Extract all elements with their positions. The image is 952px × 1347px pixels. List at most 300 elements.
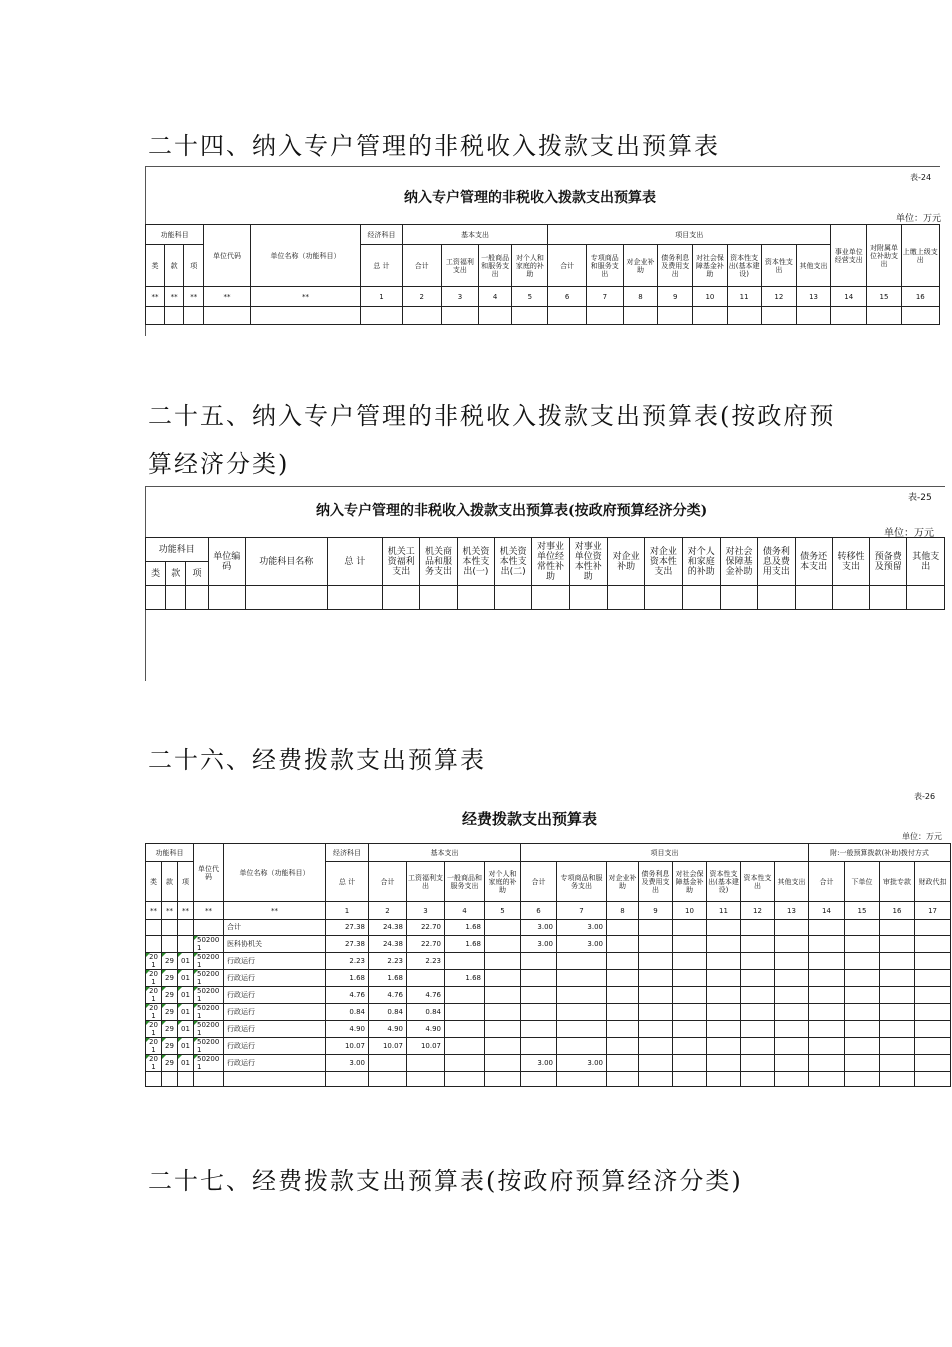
t25-col-header: 转移性支出 <box>832 538 869 586</box>
t26-num: 3 <box>407 902 445 920</box>
t24-code-header: 单位代码 <box>204 225 250 287</box>
t26-kuan-header: 款 <box>162 862 178 902</box>
row-value <box>639 1054 673 1071</box>
row-value <box>880 1054 915 1071</box>
t26-total-header: 总 计 <box>326 862 369 902</box>
t26-star: ** <box>162 902 178 920</box>
t25-code-header: 单位编码 <box>208 538 245 586</box>
t24-star: ** <box>250 287 361 307</box>
row-name: 行政运行 <box>224 1037 326 1054</box>
row-value <box>521 969 557 986</box>
t24-econ-header: 经济科目 <box>361 225 402 245</box>
row-value <box>673 1003 707 1020</box>
t26-num: 16 <box>880 902 915 920</box>
t26-star: ** <box>224 902 326 920</box>
t24-col-header: 对企业补助 <box>623 245 657 287</box>
row-value <box>741 969 775 986</box>
row-value: 3.00 <box>326 1054 369 1071</box>
row-value <box>485 1037 521 1054</box>
t24-func-header: 功能科目 <box>146 225 204 245</box>
t25-col-header: 对社会保障基金补助 <box>720 538 757 586</box>
t26-basic-header: 基本支出 <box>369 844 521 862</box>
row-value: 2.23 <box>407 952 445 969</box>
row-value <box>845 1020 880 1037</box>
t24-col-header: 债务利息及费用支出 <box>658 245 693 287</box>
t25-empty-row <box>146 586 945 610</box>
row-value: 1.68 <box>445 920 485 936</box>
row-lei <box>146 935 162 952</box>
t24-star: ** <box>146 287 165 307</box>
table-row <box>146 952 951 969</box>
t24-num: 15 <box>867 287 901 307</box>
row-value: 4.76 <box>407 986 445 1003</box>
row-lei: 201 <box>146 1054 162 1071</box>
row-xiang <box>178 920 194 936</box>
t26-num: 2 <box>369 902 407 920</box>
t24-star: ** <box>184 287 204 307</box>
row-lei <box>146 920 162 936</box>
t26-econ-header: 经济科目 <box>326 844 369 862</box>
t24-total-header: 总 计 <box>361 245 402 287</box>
t25-col-header: 债务利息及费用支出 <box>758 538 795 586</box>
row-xiang: 01 <box>178 1003 194 1020</box>
t24-col-header: 一般商品和服务支出 <box>479 245 512 287</box>
row-value <box>521 1020 557 1037</box>
t24-col-header: 事业单位经营支出 <box>831 225 867 287</box>
t24-num: 13 <box>796 287 830 307</box>
row-value: 22.70 <box>407 935 445 952</box>
row-value <box>915 1054 951 1071</box>
row-value <box>880 969 915 986</box>
row-value <box>915 920 951 936</box>
row-value: 1.68 <box>445 969 485 986</box>
row-value <box>707 969 741 986</box>
row-value <box>673 935 707 952</box>
section-25-heading-line2: 算经济分类) <box>148 450 290 478</box>
row-lei: 201 <box>146 1003 162 1020</box>
row-xiang: 01 <box>178 952 194 969</box>
row-value <box>639 1037 673 1054</box>
section-26-heading: 二十六、经费拨款支出预算表 <box>148 746 486 774</box>
row-value: 1.68 <box>369 969 407 986</box>
row-value <box>485 952 521 969</box>
row-value <box>915 1037 951 1054</box>
row-value <box>673 986 707 1003</box>
row-value <box>741 1003 775 1020</box>
t25-col-header: 债务还本支出 <box>795 538 832 586</box>
t26-code-header: 单位代码 <box>194 844 224 902</box>
row-name: 行政运行 <box>224 952 326 969</box>
row-value <box>673 969 707 986</box>
t24-num: 8 <box>623 287 657 307</box>
t26-pay-header: 附:一般预算拨款(补助)拨付方式 <box>809 844 951 862</box>
row-value <box>607 986 639 1003</box>
row-code <box>194 920 224 936</box>
row-value <box>445 1020 485 1037</box>
row-value <box>607 969 639 986</box>
t26-num: 12 <box>741 902 775 920</box>
row-value: 4.76 <box>369 986 407 1003</box>
row-kuan: 29 <box>162 1054 178 1071</box>
row-value <box>915 969 951 986</box>
t26-lei-header: 类 <box>146 862 162 902</box>
row-kuan <box>162 935 178 952</box>
row-value <box>741 920 775 936</box>
t26-func-header: 功能科目 <box>146 844 194 862</box>
t24-num: 3 <box>441 287 478 307</box>
row-value <box>707 920 741 936</box>
t25-col-header: 对个人和家庭的补助 <box>682 538 720 586</box>
row-value <box>673 1037 707 1054</box>
t24-col-header: 合计 <box>402 245 441 287</box>
t24-star: ** <box>165 287 184 307</box>
row-xiang: 01 <box>178 986 194 1003</box>
row-name: 合计 <box>224 920 326 936</box>
t24-col-header: 上缴上级支出 <box>901 225 939 287</box>
row-value <box>809 1020 845 1037</box>
t26-num: 17 <box>915 902 951 920</box>
row-code: 502001 <box>194 935 224 952</box>
t26-col-header: 资本性支出(基本建设) <box>707 862 741 902</box>
row-value: 4.90 <box>369 1020 407 1037</box>
t25-xiang-header: 项 <box>186 562 208 586</box>
row-value <box>845 920 880 936</box>
row-value: 3.00 <box>557 935 607 952</box>
row-xiang: 01 <box>178 1020 194 1037</box>
t24-col-header: 其他支出 <box>796 245 830 287</box>
row-value <box>809 969 845 986</box>
row-value <box>741 1020 775 1037</box>
t25-col-header: 预备费及预留 <box>870 538 907 586</box>
t25-col-header: 机关工资福利支出 <box>383 538 420 586</box>
row-value <box>775 1054 809 1071</box>
row-value <box>845 935 880 952</box>
table-24 <box>145 224 940 325</box>
row-name: 行政运行 <box>224 1054 326 1071</box>
row-value <box>809 920 845 936</box>
t24-empty-row <box>146 307 940 325</box>
row-value <box>775 952 809 969</box>
row-value: 3.00 <box>521 1054 557 1071</box>
t24-num: 6 <box>548 287 586 307</box>
t26-num: 10 <box>673 902 707 920</box>
table-row <box>146 1020 951 1037</box>
row-value: 3.00 <box>521 920 557 936</box>
row-value: 2.23 <box>369 952 407 969</box>
section-25-heading-line1: 二十五、纳入专户管理的非税收入拨款支出预算表(按政府预 <box>148 402 836 430</box>
t24-kuan-header: 款 <box>165 245 184 287</box>
row-value <box>607 1003 639 1020</box>
t26-col-header: 对社会保障基金补助 <box>673 862 707 902</box>
row-value <box>880 1037 915 1054</box>
row-value <box>485 986 521 1003</box>
t24-col-header: 对社会保障基金补助 <box>693 245 727 287</box>
row-value <box>445 1037 485 1054</box>
row-lei: 201 <box>146 986 162 1003</box>
row-xiang: 01 <box>178 1037 194 1054</box>
row-value <box>775 1003 809 1020</box>
table-24-unit: 单位：万元 <box>896 214 942 224</box>
row-lei: 201 <box>146 1020 162 1037</box>
table-25-title: 纳入专户管理的非税收入拨款支出预算表(按政府预算经济分类) <box>316 503 708 519</box>
row-value <box>607 1037 639 1054</box>
t24-num: 12 <box>761 287 796 307</box>
t24-xiang-header: 项 <box>184 245 204 287</box>
t25-func-header: 功能科目 <box>146 538 209 562</box>
row-value <box>845 986 880 1003</box>
t24-num: 2 <box>402 287 441 307</box>
row-value <box>557 1020 607 1037</box>
t26-col-header: 财政代扣 <box>915 862 951 902</box>
t26-col-header: 合计 <box>521 862 557 902</box>
t25-col-header: 对企业补助 <box>607 538 644 586</box>
table-row <box>146 920 951 936</box>
row-value <box>607 1054 639 1071</box>
row-value <box>775 935 809 952</box>
t25-col-header: 对事业单位经常性补助 <box>532 538 569 586</box>
row-name: 行政运行 <box>224 969 326 986</box>
row-value <box>485 1020 521 1037</box>
row-value: 10.07 <box>407 1037 445 1054</box>
row-value <box>845 1054 880 1071</box>
row-value <box>915 935 951 952</box>
row-kuan: 29 <box>162 1037 178 1054</box>
row-value: 0.84 <box>407 1003 445 1020</box>
row-value <box>639 920 673 936</box>
table-row <box>146 969 951 986</box>
t24-star: ** <box>204 287 250 307</box>
row-value <box>673 1054 707 1071</box>
row-value: 4.76 <box>326 986 369 1003</box>
row-code: 502001 <box>194 969 224 986</box>
row-value <box>607 920 639 936</box>
t26-col-header: 对企业补助 <box>607 862 639 902</box>
row-value <box>775 920 809 936</box>
row-value <box>775 986 809 1003</box>
row-value: 0.84 <box>369 1003 407 1020</box>
row-value <box>880 1003 915 1020</box>
row-value <box>915 986 951 1003</box>
t25-col-header: 机关资本性支出(一) <box>457 538 494 586</box>
row-value <box>845 952 880 969</box>
row-value <box>845 1037 880 1054</box>
row-kuan: 29 <box>162 952 178 969</box>
t26-empty-row <box>146 1071 951 1086</box>
row-code: 502001 <box>194 1003 224 1020</box>
t25-col-header: 机关资本性支出(二) <box>494 538 531 586</box>
section-27-heading: 二十七、经费拨款支出预算表(按政府预算经济分类) <box>148 1167 743 1195</box>
t25-kuan-header: 款 <box>166 562 186 586</box>
t24-lei-header: 类 <box>146 245 165 287</box>
t26-num: 11 <box>707 902 741 920</box>
section-24-heading: 二十四、纳入专户管理的非税收入拨款支出预算表 <box>148 132 720 160</box>
t25-total-header: 总 计 <box>327 538 382 586</box>
row-kuan: 29 <box>162 1003 178 1020</box>
row-value <box>775 1020 809 1037</box>
table-25-tag: 表-25 <box>908 493 932 503</box>
row-lei: 201 <box>146 1037 162 1054</box>
t24-num: 7 <box>586 287 623 307</box>
row-value <box>707 986 741 1003</box>
row-value: 2.23 <box>326 952 369 969</box>
table-row <box>146 935 951 952</box>
table-26-tag: 表-26 <box>914 792 936 801</box>
t26-col-header: 合计 <box>809 862 845 902</box>
row-value <box>485 1054 521 1071</box>
t26-num: 13 <box>775 902 809 920</box>
row-value <box>809 952 845 969</box>
t26-num: 8 <box>607 902 639 920</box>
t26-num: 15 <box>845 902 880 920</box>
t24-num: 16 <box>901 287 939 307</box>
row-value <box>607 935 639 952</box>
row-value: 1.68 <box>326 969 369 986</box>
row-value <box>915 1003 951 1020</box>
t24-col-header: 专项商品和服务支出 <box>586 245 623 287</box>
t24-col-header: 资本性支出(基本建设) <box>727 245 761 287</box>
row-value: 24.38 <box>369 935 407 952</box>
row-xiang: 01 <box>178 1054 194 1071</box>
t24-col-header: 对个人和家庭的补助 <box>512 245 548 287</box>
t26-xiang-header: 项 <box>178 862 194 902</box>
t25-col-header: 对企业资本性支出 <box>645 538 682 586</box>
t26-number-row <box>146 902 951 920</box>
row-value <box>880 1020 915 1037</box>
row-value <box>880 986 915 1003</box>
t26-num: 7 <box>557 902 607 920</box>
row-name: 行政运行 <box>224 1020 326 1037</box>
t26-star: ** <box>146 902 162 920</box>
t24-num: 5 <box>512 287 548 307</box>
row-value <box>707 1020 741 1037</box>
row-value <box>639 952 673 969</box>
row-value <box>407 969 445 986</box>
row-value <box>809 1003 845 1020</box>
row-value <box>445 1003 485 1020</box>
row-value: 3.00 <box>521 935 557 952</box>
t25-col-header: 对事业单位资本性补助 <box>569 538 607 586</box>
row-value <box>607 1020 639 1037</box>
table-26-unit: 单位：万元 <box>902 832 942 841</box>
t25-col-header: 机关商品和服务支出 <box>420 538 457 586</box>
table-26 <box>145 843 951 1087</box>
row-xiang: 01 <box>178 969 194 986</box>
row-value <box>707 1037 741 1054</box>
t26-num: 4 <box>445 902 485 920</box>
t26-col-header: 对个人和家庭的补助 <box>485 862 521 902</box>
row-value <box>485 1003 521 1020</box>
t24-proj-header: 项目支出 <box>548 225 831 245</box>
row-value <box>557 1003 607 1020</box>
t24-num: 1 <box>361 287 402 307</box>
row-value <box>775 1037 809 1054</box>
row-value <box>485 969 521 986</box>
t26-num: 6 <box>521 902 557 920</box>
row-value <box>880 935 915 952</box>
row-value <box>741 1054 775 1071</box>
table-24-frame-top <box>145 166 940 167</box>
row-value <box>445 952 485 969</box>
t26-num: 1 <box>326 902 369 920</box>
t24-num: 9 <box>658 287 693 307</box>
row-value: 0.84 <box>326 1003 369 1020</box>
row-value <box>521 1037 557 1054</box>
table-row <box>146 986 951 1003</box>
t26-num: 14 <box>809 902 845 920</box>
t24-col-header: 工资福利支出 <box>441 245 478 287</box>
t26-col-header: 合计 <box>369 862 407 902</box>
row-value <box>485 920 521 936</box>
table-row <box>146 1003 951 1020</box>
row-value <box>445 986 485 1003</box>
t24-col-header: 合计 <box>548 245 586 287</box>
row-value <box>809 1054 845 1071</box>
row-name: 行政运行 <box>224 986 326 1003</box>
table-25-frame-top <box>145 486 945 487</box>
t26-col-header: 下单位 <box>845 862 880 902</box>
row-value <box>880 920 915 936</box>
row-kuan: 29 <box>162 969 178 986</box>
row-value <box>639 986 673 1003</box>
row-code: 502001 <box>194 952 224 969</box>
row-lei: 201 <box>146 969 162 986</box>
row-code: 502001 <box>194 1054 224 1071</box>
t24-basic-header: 基本支出 <box>402 225 548 245</box>
row-value: 24.38 <box>369 920 407 936</box>
t26-col-header: 审批专款 <box>880 862 915 902</box>
row-value <box>775 969 809 986</box>
row-xiang <box>178 935 194 952</box>
row-value: 10.07 <box>369 1037 407 1054</box>
t26-proj-header: 项目支出 <box>521 844 809 862</box>
t26-col-header: 工资福利支出 <box>407 862 445 902</box>
row-value <box>707 935 741 952</box>
row-value <box>369 1054 407 1071</box>
row-value <box>809 935 845 952</box>
row-lei: 201 <box>146 952 162 969</box>
row-name: 医科协机关 <box>224 935 326 952</box>
row-value <box>845 1003 880 1020</box>
row-value: 10.07 <box>326 1037 369 1054</box>
row-value <box>639 935 673 952</box>
t24-col-header: 对附属单位补助支出 <box>867 225 901 287</box>
table-row <box>146 1054 951 1071</box>
row-kuan: 29 <box>162 1020 178 1037</box>
row-name: 行政运行 <box>224 1003 326 1020</box>
row-value: 3.00 <box>557 1054 607 1071</box>
row-value <box>557 952 607 969</box>
t26-col-header: 专项商品和服务支出 <box>557 862 607 902</box>
row-value <box>809 1037 845 1054</box>
table-row <box>146 1037 951 1054</box>
row-value <box>607 952 639 969</box>
row-value <box>915 1020 951 1037</box>
row-value: 22.70 <box>407 920 445 936</box>
row-value <box>673 920 707 936</box>
row-value <box>880 952 915 969</box>
row-value <box>521 1003 557 1020</box>
row-value <box>741 1037 775 1054</box>
row-value <box>557 986 607 1003</box>
row-code: 502001 <box>194 1020 224 1037</box>
row-kuan: 29 <box>162 986 178 1003</box>
t26-num: 9 <box>639 902 673 920</box>
row-value: 4.90 <box>326 1020 369 1037</box>
t26-col-header: 资本性支出 <box>741 862 775 902</box>
row-value <box>707 1003 741 1020</box>
row-value: 4.90 <box>407 1020 445 1037</box>
row-kuan <box>162 920 178 936</box>
